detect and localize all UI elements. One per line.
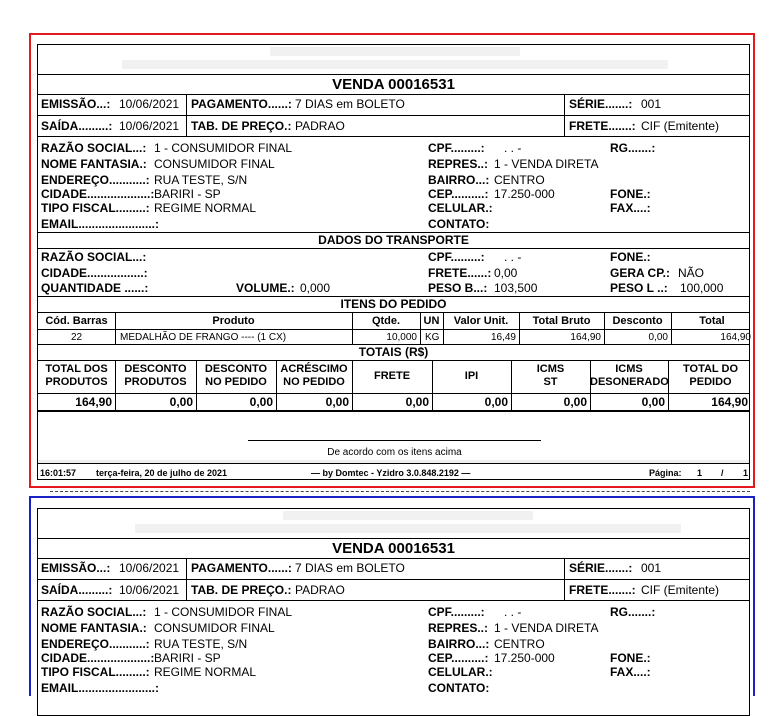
transport-section-title: DADOS DO TRANSPORTE (318, 233, 469, 247)
blank-header-bar (135, 524, 681, 533)
representative: 1 - VENDA DIRETA (494, 157, 599, 171)
blank-header-bar (283, 511, 533, 520)
price-table: PADRAO (295, 119, 345, 133)
signature-caption: De acordo com os itens acima (327, 447, 462, 458)
representative: 1 - VENDA DIRETA (494, 621, 599, 635)
tax-type: REGIME NORMAL (154, 665, 257, 679)
customer-name: 1 - CONSUMIDOR FINAL (154, 605, 293, 619)
generate-cp: NÃO (678, 266, 705, 280)
print-date: terça-feira, 20 de julho de 2021 (96, 468, 228, 478)
city: BARIRI - SP (154, 187, 221, 201)
series: 001 (641, 97, 662, 111)
carrier-cpf: . . - (504, 250, 522, 264)
departure-date: 10/06/2021 (119, 583, 180, 597)
price-table: PADRAO (295, 583, 345, 597)
freight-type: CIF (Emitente) (641, 119, 720, 133)
district: CENTRO (494, 637, 545, 651)
series: 001 (641, 561, 662, 575)
product-discount: 0,00 (169, 395, 193, 409)
departure-date: 10/06/2021 (119, 119, 180, 133)
trade-name: CONSUMIDOR FINAL (154, 157, 275, 171)
sales-document-copy: VENDA 00016531 EMISSÃO...: 10/06/2021 PAGAMENTO......: 7 DIAS em BOLETO SÉRIE.......: 001 SAÍDA.........: 10/06/2021 TAB. DE PREÇO.: PADRAO FRETE.......: CIF (Emitente) RAZÃO SOCIAL...: 1 - CONSUMIDOR FINAL NOME FANTASIA.: CONSUMIDOR FINAL ENDEREÇO...........: RUA TESTE, S/N CIDADE...................: BARIRI - SP TIPO FISCAL.........: REGIME NORMAL EMAIL.......................: CPF.........: . . - REPRES..: 1 - VENDA DIRETA BAIRRO...: CENTRO CEP..........: 17.250-000 CELULAR.: CONTATO: RG.......: FONE.: FAX....: (37, 508, 750, 716)
tax-type: REGIME NORMAL (154, 201, 257, 215)
order-total: 164,90 (711, 395, 748, 409)
document-title: VENDA 00016531 (332, 76, 455, 93)
postal-code: 17.250-000 (494, 187, 555, 201)
totals-section-title: TOTAIS (R$) (358, 345, 429, 359)
customer-cpf: . . - (504, 141, 522, 155)
icms-st-total: 0,00 (563, 395, 587, 409)
payment-terms: 7 DIAS em BOLETO (295, 561, 405, 575)
cut-line (50, 491, 750, 492)
signature-line (248, 440, 541, 441)
second-copy-frame (29, 496, 755, 696)
district: CENTRO (494, 173, 545, 187)
ipi-total: 0,00 (484, 395, 508, 409)
customer-name: 1 - CONSUMIDOR FINAL (154, 141, 293, 155)
page-total: 1 (743, 468, 749, 478)
emission-date: 10/06/2021 (119, 97, 180, 111)
blank-header-bar (270, 47, 520, 56)
gross-weight: 103,500 (494, 281, 538, 295)
blank-header-bar (122, 60, 668, 69)
freight-total: 0,00 (405, 395, 429, 409)
city: BARIRI - SP (154, 651, 221, 665)
freight-value: 0,00 (494, 266, 518, 280)
address: RUA TESTE, S/N (154, 173, 248, 187)
total-products: 164,90 (75, 395, 112, 409)
payment-terms: 7 DIAS em BOLETO (295, 97, 405, 111)
icms-exempt-total: 0,00 (641, 395, 665, 409)
sales-document: VENDA 00016531 EMISSÃO...: 10/06/2021 PAGAMENTO......: 7 DIAS em BOLETO SÉRIE.......: 001 SAÍDA.........: 10/06/2021 TAB. DE PREÇO.: PADRAO FRETE.......: CIF (Emitente) RAZÃO SOCIAL...: 1 - CONSUMIDOR FINAL NOME FANTASIA.: CONSUMIDOR FINAL ENDEREÇO...........: RUA TESTE, S/N CIDADE...................: BARIRI - SP TIPO FISCAL.........: REGIME NORMAL EMAIL.......................: CPF.........: . . - REPRES..: 1 - VENDA DIRETA BAIRRO...: CENTRO CEP..........: 17.250-000 CELULAR.: CONTATO: RG.......: FONE.: FAX....: DADOS DO TRANSPORTE RAZÃO SOCIAL...: CIDADE.................: QUANTIDADE ......: VOLUME.: 0,000 CPF.........: . . - FRETE......: 0,00 PESO B...: 103,500 FONE.: GERA CP.: NÃO PESO L ..: 100,000 ITENS DO PEDIDO Cód. Barras Produto Qtde. UN Valor Unit. Total Bruto Desconto Total 22 MEDALHÃO DE FRANGO ---- (1 CX) 10,000 KG 16,49 164,90 0,00 164,90 TOTAIS (R$) TOTAL DOS PRODUTOS DESCONTO PRODUTOS DESCONTO NO PEDIDO ACRÉSCIMO NO PEDIDO FRETE IPI ICMS ST ICMS DESONERADO TOTAL DO PEDIDO 164,90 0,00 0,00 0,00 0,00 0,00 0,00 0,00 164,90 De acordo com os itens acima 16:01:57 terça-feira, 20 de julho de 2021 — by Domtec - Yzidro 3.0.848.2192 — Página: 1 / 1 (37, 44, 750, 480)
document-title: VENDA 00016531 (332, 540, 455, 557)
page-number: 1 (697, 468, 703, 478)
first-copy-frame (29, 33, 755, 488)
system-version: — by Domtec - Yzidro 3.0.848.2192 — (311, 468, 471, 478)
customer-cpf: . . - (504, 605, 522, 619)
net-weight: 100,000 (680, 281, 724, 295)
address: RUA TESTE, S/N (154, 637, 248, 651)
order-discount: 0,00 (249, 395, 273, 409)
items-section-title: ITENS DO PEDIDO (340, 297, 447, 311)
emission-date: 10/06/2021 (119, 561, 180, 575)
postal-code: 17.250-000 (494, 651, 555, 665)
trade-name: CONSUMIDOR FINAL (154, 621, 275, 635)
freight-type: CIF (Emitente) (641, 583, 720, 597)
volume: 0,000 (300, 281, 331, 295)
order-surcharge: 0,00 (325, 395, 349, 409)
print-time: 16:01:57 (40, 468, 77, 478)
